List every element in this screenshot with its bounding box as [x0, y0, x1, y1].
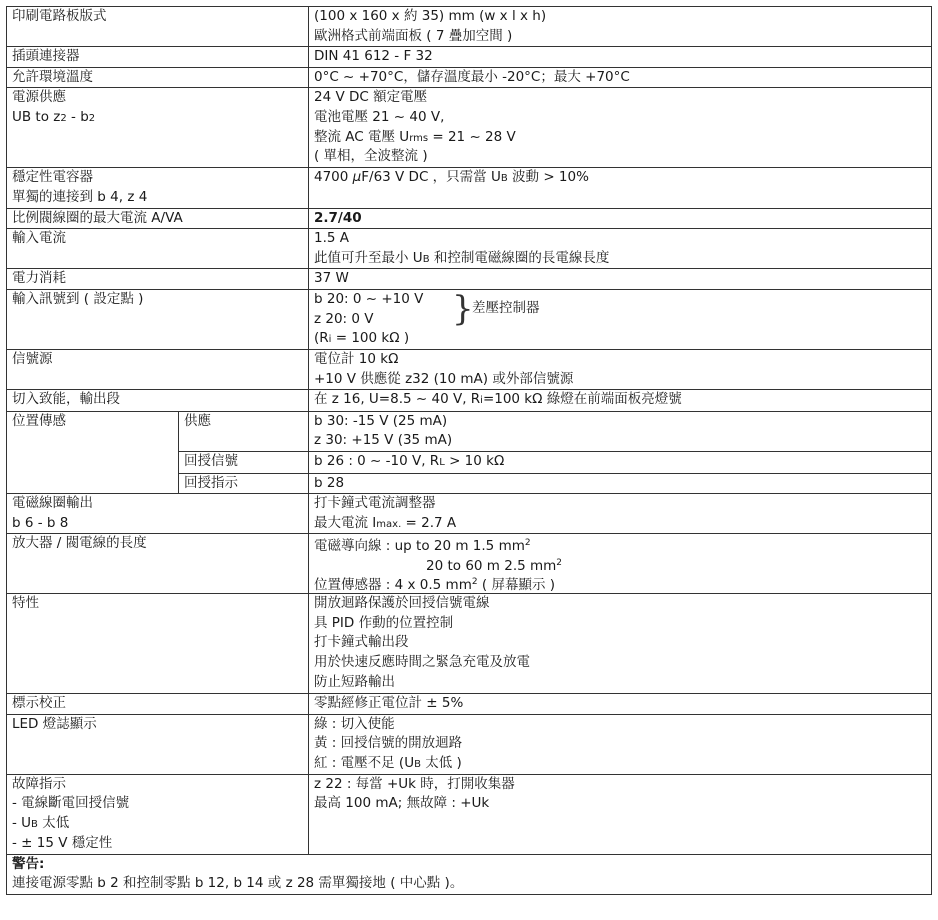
row-insig [7, 289, 932, 349]
label-plug: 插頭連接器 [7, 47, 309, 68]
value-solenoid: 打卡鐘式電流調整器 最大電流 Imax. = 2.7 A [309, 494, 932, 534]
label-temp: 允許環境溫度 [7, 67, 309, 88]
label-sensor-fbi: 回授指示 [179, 473, 309, 494]
value-consume: 37 W [309, 269, 932, 290]
value-sensor-supply: b 30: -15 V (25 mA) z 30: +15 V (35 mA) [309, 411, 932, 451]
list-item: 開放迴路保護於回授信號電線 [314, 595, 490, 612]
label-cap: 穩定性電容器 單獨的連接到 b 4, z 4 [7, 168, 309, 208]
label-cable: 放大器 / 閥電線的長度 [7, 534, 309, 594]
row-solenoid [7, 494, 932, 534]
brace-label: 差壓控制器 [472, 299, 540, 316]
value-sensor-fbi: b 28 [309, 473, 932, 494]
label-insig: 輸入訊號到 ( 設定點 ) [7, 289, 309, 349]
list-item: 用於快速反應時間之緊急充電及放電 [314, 654, 530, 671]
label-sigsrc: 信號源 [7, 349, 309, 389]
row-fault [7, 774, 932, 854]
value-temp: 0°C ~ +70°C，儲存溫度最小 -20°C；最大 +70°C [309, 67, 932, 88]
label-calib: 標示校正 [7, 694, 309, 715]
row-consume [7, 269, 932, 290]
row-plug [7, 47, 932, 68]
warning-title: 警告: [12, 855, 45, 872]
label-enable: 切入致能，輸出段 [7, 390, 309, 412]
row-cap [7, 168, 932, 208]
row-temp [7, 67, 932, 88]
label-board: 印刷電路板版式 [7, 7, 309, 47]
value-maxcur: 2.7/40 [309, 208, 932, 229]
row-led [7, 714, 932, 774]
list-item: 具 PID 作動的位置控制 [314, 614, 454, 631]
value-board: (100 x 160 x 約 35) mm (w x l x h) 歐洲格式前端面板 ( 7 疊加空間 ) [309, 7, 932, 47]
label-maxcur: 比例閥線圈的最大電流 A/VA [7, 208, 309, 229]
value-plug: DIN 41 612 - F 32 [309, 47, 932, 68]
value-enable: 在 z 16, U=8.5 ~ 40 V, Ri=100 kΩ 綠燈在前端面板亮燈號 [309, 390, 932, 412]
row-sigsrc [7, 349, 932, 389]
power-terminals: UB to z2 - b2 [12, 108, 96, 125]
value-sensor-fb: b 26 : 0 ~ -10 V, RL > 10 kΩ [309, 451, 932, 473]
label-sensor-supply: 供應 [179, 411, 309, 451]
row-sensor-supply [7, 411, 932, 451]
value-features [309, 594, 932, 694]
row-board [7, 7, 932, 47]
label-solenoid: 電磁線圈輸出 b 6 - b 8 [7, 494, 309, 534]
brace-icon: } [452, 289, 474, 329]
value-power: 24 V DC 額定電壓 電池電壓 21 ~ 40 V, 整流 AC 電壓 Urms = 21 ~ 28 V ( 單相，全波整流 ) [309, 88, 932, 168]
row-warning [7, 854, 932, 894]
label-features: 特性 [7, 594, 309, 694]
row-power [7, 88, 932, 168]
label-consume: 電力消耗 [7, 269, 309, 290]
label-power: 電源供應 UB to z2 - b2 [7, 88, 309, 168]
value-sigsrc: 電位計 10 kΩ +10 V 供應從 z32 (10 mA) 或外部信號源 [309, 349, 932, 389]
label-led: LED 燈誌顯示 [7, 714, 309, 774]
spec-table [6, 6, 932, 895]
label-fault: 故障指示 - 電線斷電回授信號 - UB 太低 - ± 15 V 穩定性 [7, 774, 309, 854]
row-cable [7, 534, 932, 594]
value-fault: z 22 : 每當 +Uk 時，打開收集器 最高 100 mA; 無故障 : +Uk [309, 774, 932, 854]
label-sensor-fb: 回授信號 [179, 451, 309, 473]
value-cap: 4700 μF/63 V DC ，只需當 UB 波動 > 10% [309, 168, 932, 208]
warning-text: 連接電源零點 b 2 和控制零點 b 12, b 14 或 z 28 需單獨接地 ( 中心點 )。 [12, 875, 464, 892]
list-item: 防止短路輸出 [314, 673, 395, 690]
row-enable [7, 390, 932, 412]
power-ac: 整流 AC 電壓 Urms = 21 ~ 28 V [314, 128, 516, 145]
value-led: 綠 : 切入使能 黃 : 回授信號的開放迴路 紅 : 電壓不足 (UB 太低 ) [309, 714, 932, 774]
value-incur: 1.5 A 此值可升至最小 UB 和控制電磁線圈的長電線長度 [309, 229, 932, 269]
row-features [7, 594, 932, 694]
row-maxcur [7, 208, 932, 229]
label-sensor: 位置傳感 [7, 411, 179, 493]
label-incur: 輸入電流 [7, 229, 309, 269]
list-item: 打卡鐘式輸出段 [314, 634, 409, 651]
warning-box [7, 854, 932, 894]
row-calib [7, 694, 932, 715]
value-calib: 零點經修正電位計 ± 5% [309, 694, 932, 715]
value-insig: b 20: 0 ~ +10 V z 20: 0 V (Ri = 100 kΩ ) } 差壓控制器 [309, 289, 932, 349]
row-incur [7, 229, 932, 269]
value-cable: 電磁導向線 : up to 20 m 1.5 $mm^2$ 20 to 60 m 2.5 $mm^2$ 位置傳感器 : 4 x 0.5 $mm^2$ ( 屏幕顯示 ) [309, 534, 932, 594]
